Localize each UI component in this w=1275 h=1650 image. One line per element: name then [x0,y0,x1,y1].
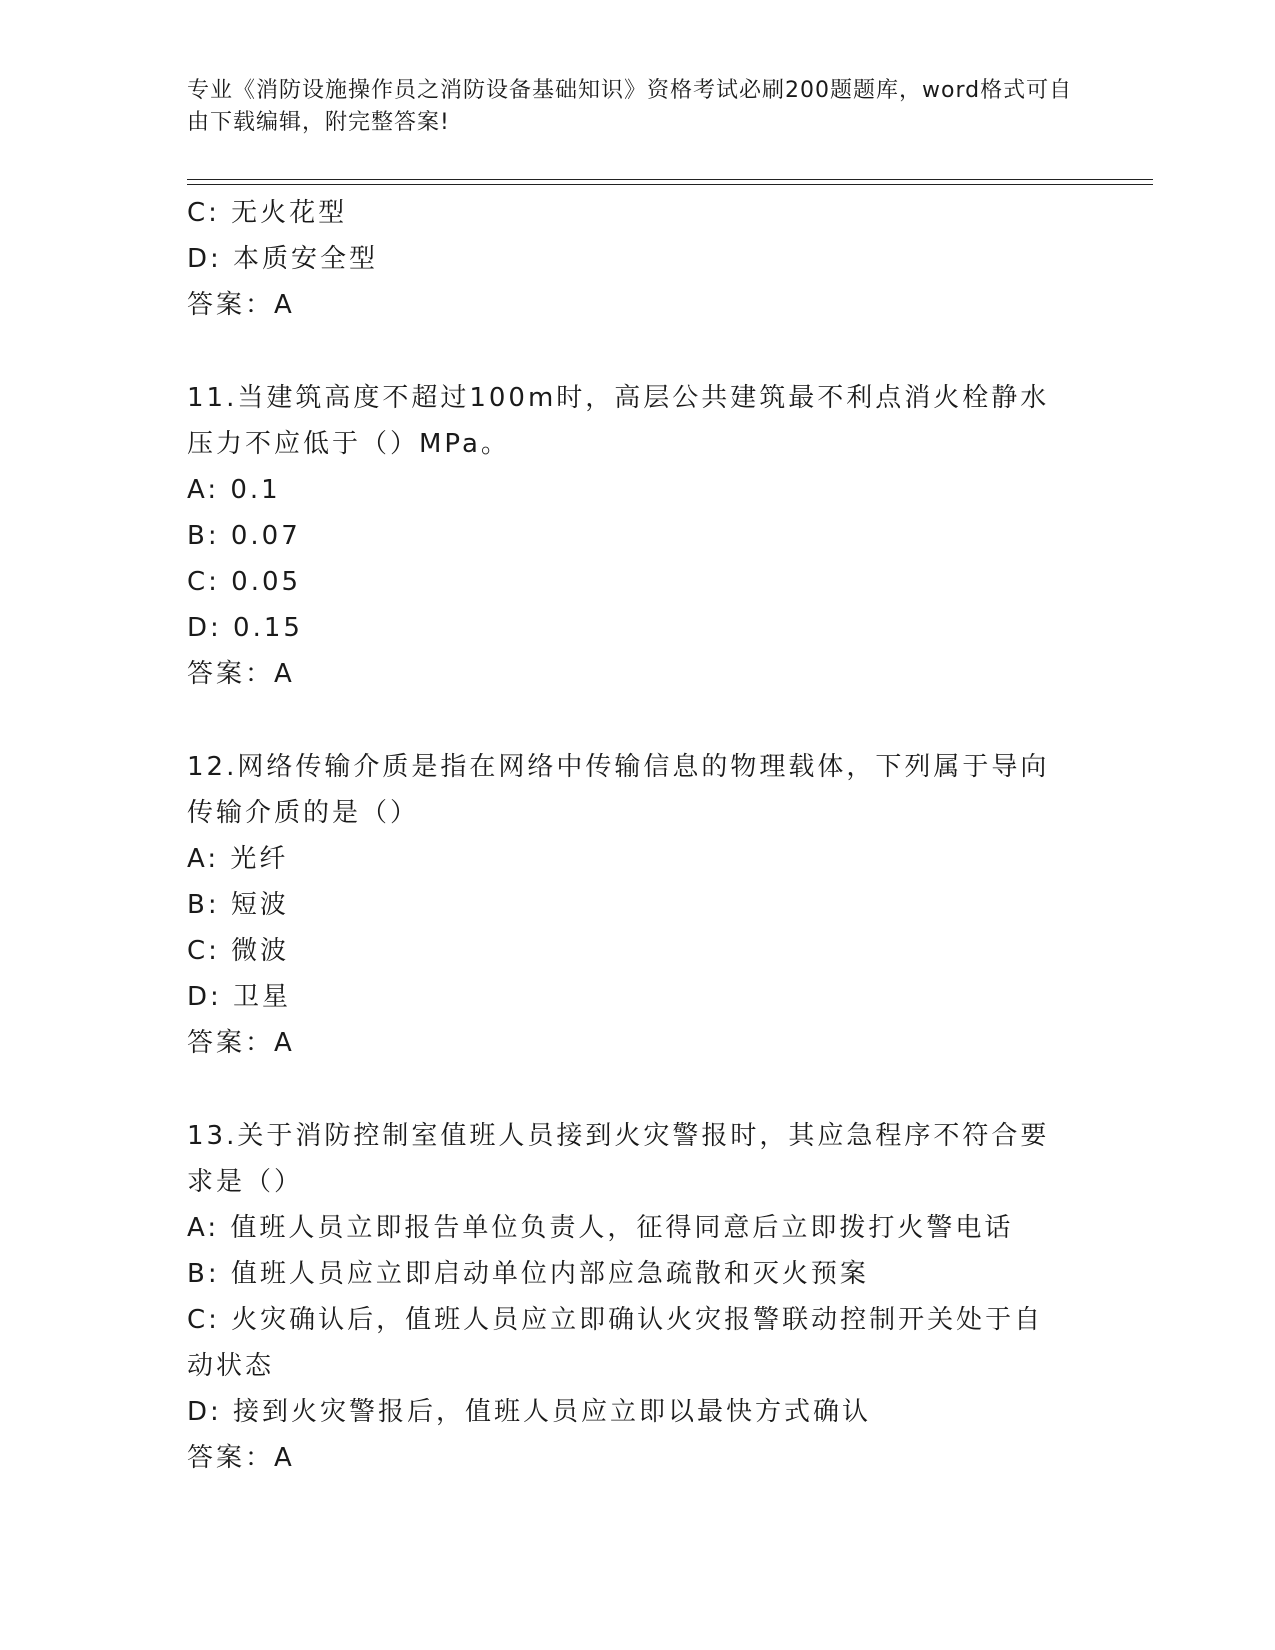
option-line: B: 短波 [187,890,289,920]
page-header-title: 专业《消防设施操作员之消防设备基础知识》资格考试必刷200题题库，word格式可自由下载编辑，附完整答案! [187,78,1073,135]
option-line: C: 火灾确认后，值班人员应立即确认火灾报警联动控制开关处于自动状态 [187,1305,1044,1381]
question-12 [187,744,1087,1066]
lead-question-fragment [187,190,1087,328]
option-line: D: 0.15 [187,613,303,643]
question-13 [187,1113,1087,1481]
answer-line: 答案：A [187,1443,295,1473]
option-line: C: 微波 [187,936,290,966]
option-line: A: 值班人员立即报告单位负责人，征得同意后立即拨打火警电话 [187,1213,1014,1243]
option-line: B: 0.07 [187,521,301,551]
question-text: 12.网络传输介质是指在网络中传输信息的物理载体，下列属于导向传输介质的是（） [187,752,1050,828]
question-text: 13.关于消防控制室值班人员接到火灾警报时，其应急程序不符合要求是（） [187,1121,1050,1197]
answer-line: 答案：A [187,290,295,320]
option-line: A: 0.1 [187,475,281,505]
question-11 [187,375,1087,697]
answer-line: 答案：A [187,1028,295,1058]
question-text: 11.当建筑高度不超过100m时，高层公共建筑最不利点消火栓静水压力不应低于（）MPa。 [187,383,1050,459]
header-divider-bottom [187,184,1153,185]
question-content [187,190,1087,1481]
answer-line: 答案：A [187,659,295,689]
option-line: C: 0.05 [187,567,302,597]
option-line: D: 本质安全型 [187,244,379,274]
header-divider-top [187,179,1153,180]
option-line: D: 接到火灾警报后，值班人员应立即以最快方式确认 [187,1397,872,1427]
option-line: B: 值班人员应立即启动单位内部应急疏散和灭火预案 [187,1259,869,1289]
option-line: A: 光纤 [187,844,289,874]
option-line: C: 无火花型 [187,198,348,228]
option-line: D: 卫星 [187,982,292,1012]
